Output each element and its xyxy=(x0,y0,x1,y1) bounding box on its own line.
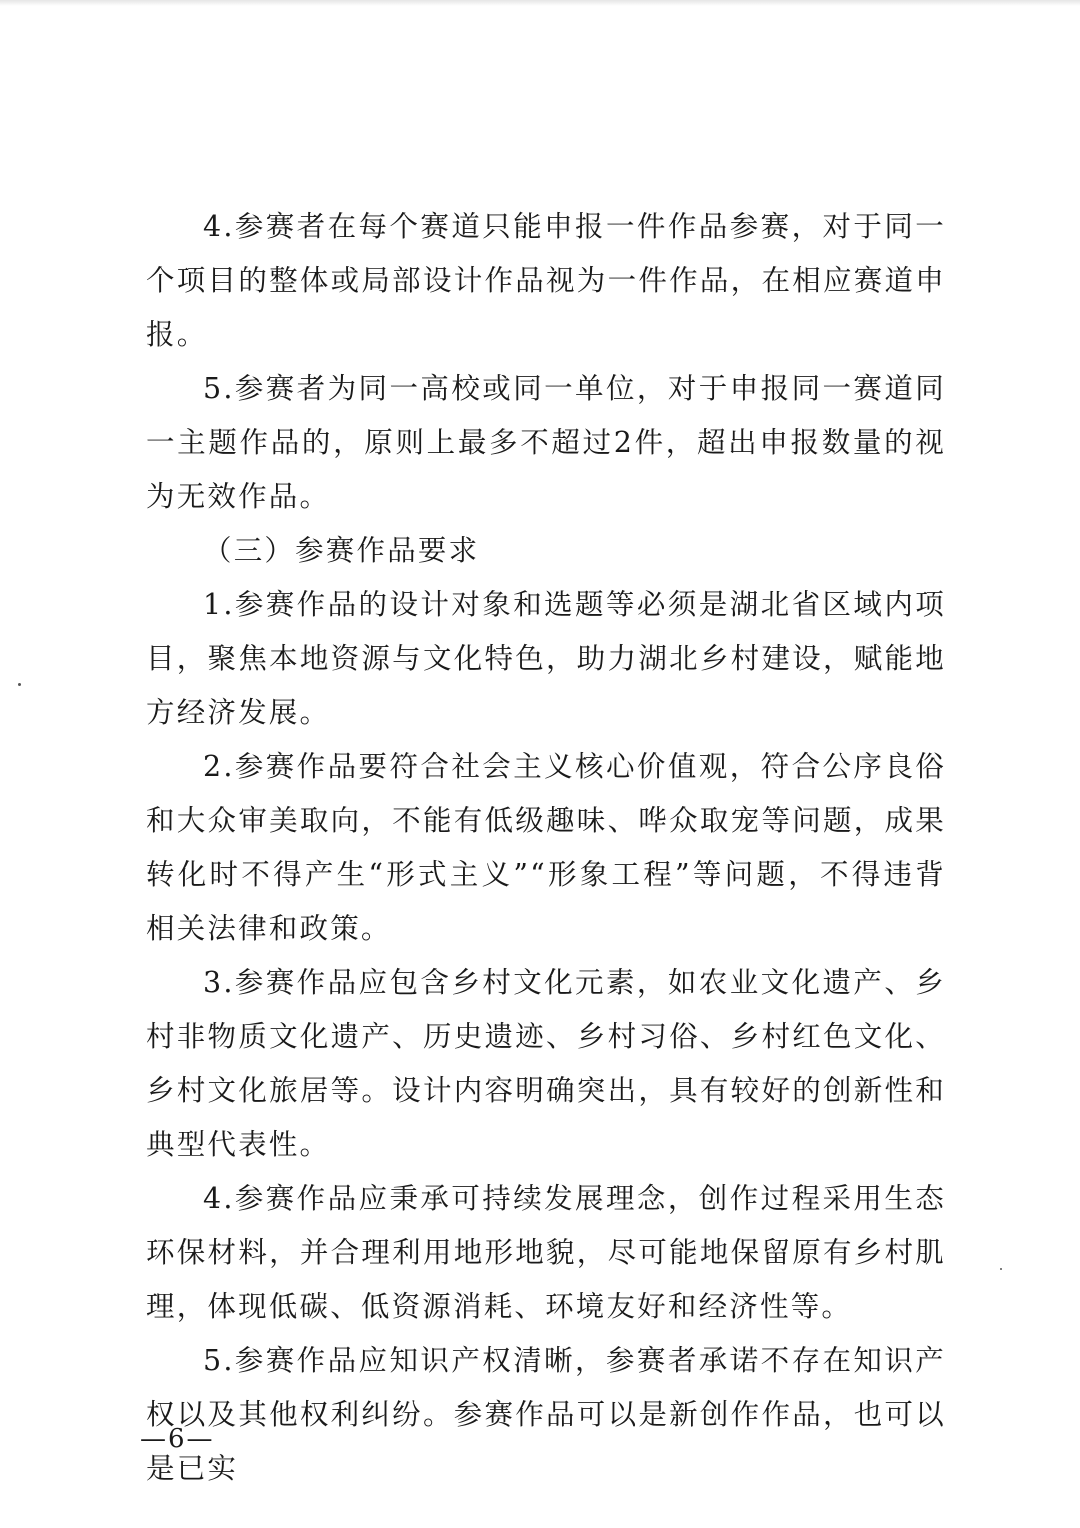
scan-speck xyxy=(1000,1268,1002,1270)
document-body xyxy=(146,200,946,1496)
scan-speck xyxy=(18,683,21,686)
paragraph-requirement-5: 5.参赛作品应知识产权清晰，参赛者承诺不存在知识产权以及其他权利纠纷。参赛作品可以是新创作作品，也可以是已实 xyxy=(146,1344,946,1485)
scan-top-edge xyxy=(0,0,1080,6)
paragraph-entry-limit: 4.参赛者在每个赛道只能申报一件作品参赛，对于同一个项目的整体或局部设计作品视为一件作品，在相应赛道申报。 xyxy=(146,210,946,351)
paragraph-requirement-1: 1.参赛作品的设计对象和选题等必须是湖北省区域内项目，聚焦本地资源与文化特色，助力湖北乡村建设，赋能地方经济发展。 xyxy=(146,588,946,729)
paragraph-same-unit-limit: 5.参赛者为同一高校或同一单位，对于申报同一赛道同一主题作品的，原则上最多不超过2件，超出申报数量的视为无效作品。 xyxy=(146,372,946,513)
section-heading-requirements: （三）参赛作品要求 xyxy=(203,534,480,567)
paragraph-requirement-2: 2.参赛作品要符合社会主义核心价值观，符合公序良俗和大众审美取向，不能有低级趣味、哗众取宠等问题，成果转化时不得产生“形式主义”“形象工程”等问题，不得违背相关法律和政策。 xyxy=(146,750,946,945)
paragraph-requirement-4: 4.参赛作品应秉承可持续发展理念，创作过程采用生态环保材料，并合理利用地形地貌，尽可能地保留原有乡村肌理，体现低碳、低资源消耗、环境友好和经济性等。 xyxy=(146,1182,946,1323)
paragraph-requirement-3: 3.参赛作品应包含乡村文化元素，如农业文化遗产、乡村非物质文化遗产、历史遗迹、乡村习俗、乡村红色文化、乡村文化旅居等。设计内容明确突出，具有较好的创新性和典型代表性。 xyxy=(146,966,946,1161)
page-number: —6— xyxy=(140,1424,215,1454)
